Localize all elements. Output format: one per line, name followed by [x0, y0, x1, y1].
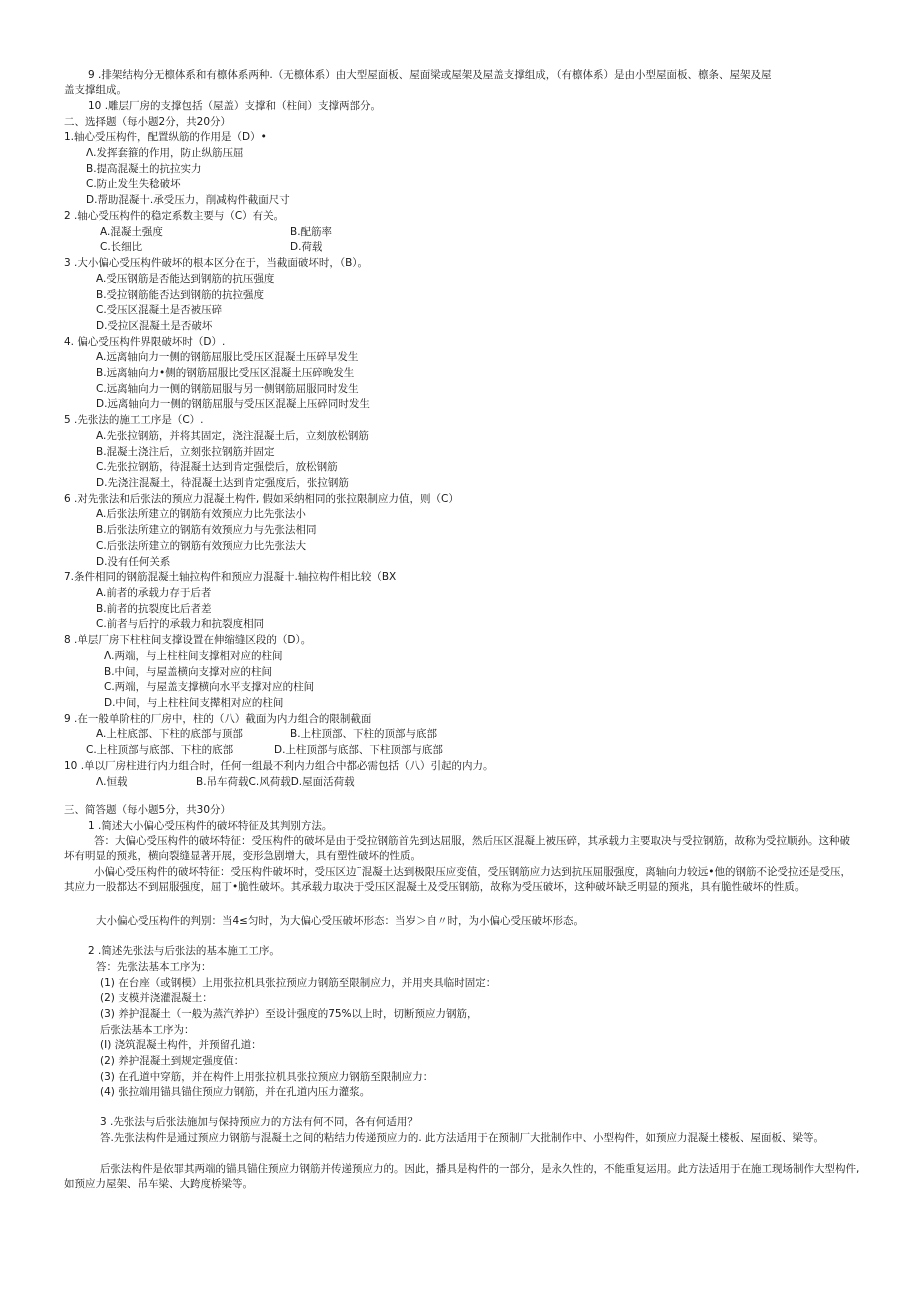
mc-q7-option-b: B.前者的抗裂度比后者差 [96, 603, 212, 615]
mc-q3-option-b: B.受拉钢筋能否达到钢筋的抗拉强度 [96, 289, 265, 301]
mc-q6: 6 .对先张法和后张法的预应力混凝土构件, 假如采纳相同的张拉限制应力值，则（C） [64, 493, 459, 505]
mc-q3: 3 .大小偏心受压构件破坏的根本区分在于，当截面破坏时，（B）。 [64, 257, 369, 269]
sa-q2-post-step2: (2) 养护混凝土到规定强度值： [100, 1055, 245, 1067]
mc-q4-option-b: B.远离轴向力•侧的钢筋屈服比受压区混凝土压碎晚发生 [96, 367, 355, 379]
mc-q9-option-a: A.上柱底部、下柱的底部与顶部 [96, 728, 243, 740]
mc-q4-option-d: D.远离轴向力一侧的钢筋屈服与受压区混凝上压碎同时发生 [96, 398, 370, 410]
mc-q6-option-c: C.后张法所建立的钢筋有效预应力比先张法大 [96, 540, 307, 552]
mc-q4-option-c: C.远离轴向力一侧的钢筋屈服与另一侧钢筋屈服同时发生 [96, 383, 359, 395]
fill-q9-line1: 9 .排架结构分无檩体系和有檩体系两种.（无檩体系）由大型屋面板、屋面梁或屋架及屋盖支撑组成，（有檩体系）是由小型屋面板、檩条、屋架及屋 [88, 69, 772, 81]
sa-q3-pretension: 答.先张法构件是通过预应力钢筋与混凝土之间的粘结力传递预应力的. 此方法适用于在预制厂大批制作中、小型构件，如预应力混凝土楼板、屋面板、梁等。 [100, 1132, 825, 1144]
mc-q10-options-bcd: B.吊车荷载C.风荷载D.屋面活荷载 [196, 776, 355, 788]
mc-q1-option-d: D.帮助混凝十.承受压力，削减构件截面尺寸 [86, 194, 290, 206]
mc-q10-option-a: Λ.恒载 [96, 776, 128, 788]
mc-q10: 10 .单以厂房柱进行内力组合时，任何一组最不利内力组合中都必需包括（八）引起的内力。 [64, 760, 494, 772]
mc-q9-option-c: C.上柱顶部与底部、下柱的底部 [86, 744, 234, 756]
sa-q1-title: 1 .简述大小偏心受压构件的破坏特征及其判别方法。 [88, 820, 333, 832]
mc-q5-option-a: A.先张拉钢筋，并将其固定，浇注混凝土后，立刻放松钢筋 [96, 430, 369, 442]
mc-q8-option-b: B.中间，与屋盖横向支撑对应的柱间 [104, 666, 273, 678]
sa-q3-posttension: 后张法构件是依罪其两端的锚具锚住预应力钢筋并传递预应力的。因此，播具是构件的一部分，是永久性的，不能重复运用。此方法适用于在施工现场制作大型构件, 如预应力屋架、吊车梁、大跨度桥梁等。 [64, 1163, 860, 1190]
mc-q1: 1.轴心受压构件，配置纵筋的作用是（D）• [64, 131, 267, 143]
section3-heading: 三、简答题（每小题5分，共30分） [64, 804, 232, 816]
fill-q9-line2: 盖支撑组成。 [64, 84, 127, 96]
sa-q2-post-step4: (4) 张拉端用锚具锚住预应力钢筋，并在孔道内压力灌浆。 [100, 1086, 371, 1098]
sa-q2-pre-step2: (2) 支模并浇灌混凝土： [100, 992, 213, 1004]
mc-q4: 4. 偏心受压构件界限破坏时（D）. [64, 336, 226, 348]
sa-q1-small-eccentric: 小偏心受压构件的破坏特征：受压构件破坏时，受压区边¨混凝土达到极限压应变值，受压钢筋应力达到抗压屈服强度，离轴向力较远•他的钢筋不论受拉还是受压，其应力一股都达不到屈服强度，屈丁•脆性破坏。其承载力取决于受压区混凝土及受压钢筋，故称为受压破坏，这种破坏缺乏明显的预兆，具有脆性破坏的性质。 [64, 866, 851, 893]
mc-q2-option-d: D.荷载 [290, 241, 323, 253]
mc-q3-option-c: C.受压区混凝土是否被压碎 [96, 304, 223, 316]
mc-q8-option-c: C.两端，与屋盖支撑横向水平支撑对应的柱间 [104, 681, 315, 693]
mc-q8: 8 .单层厂房下柱柱间支撑设置在伸缩缝区段的（D）。 [64, 634, 312, 646]
mc-q5-option-b: B.混凝土浇注后，立刻张拉钢筋并固定 [96, 446, 275, 458]
fill-q10: 10 .雕层厂房的支撑包括（屋盖）支撑和（柱间）支撑两部分。 [88, 100, 382, 112]
mc-q6-option-b: B.后张法所建立的钢筋有效预应力与先张法相同 [96, 524, 317, 536]
mc-q9-option-b: B.上柱顶部、下柱的顶部与底部 [290, 728, 438, 740]
mc-q1-option-a: Λ.发挥套箍的作用，防止纵筋压屈 [86, 147, 244, 159]
sa-q2-post-step3: (3) 在孔道中穿筋，并在构件上用张拉机具张拉预应力钢筋至限制应力： [100, 1071, 434, 1083]
sa-q2-title: 2 .简述先张法与后张法的基本施工工序。 [88, 945, 280, 957]
mc-q2: 2 .轴心受压构件的稳定系数主要与（C）有关。 [64, 210, 285, 222]
mc-q6-option-a: A.后张法所建立的钢筋有效预应力比先张法小 [96, 508, 306, 520]
sa-q1-criterion: 大小偏心受压构件的判别：当4≤匀时，为大偏心受压破坏形态：当岁＞自〃时，为小偏心受压破坏形态。 [96, 915, 584, 927]
sa-q1-large-eccentric: 答：大偏心受压构件的破坏特征：受压构件的破坏是由于受拉钢筋首先到达屈服，然后压区混凝上被压碎，其承载力主要取决与受拉钢筋，故称为受拉顺孙。这种破坏有明显的预兆，横向裂缝显著开展，变形急剧增大，具有塑性破坏的性质。 [64, 835, 850, 862]
mc-q2-option-a: A.混凝土强度 [100, 226, 163, 238]
mc-q8-option-d: D.中间，与上柱柱间支撵相对应的柱间 [104, 697, 284, 709]
sa-q2-post-step1: (I) 浇筑混凝土构件，并预留孔道： [100, 1039, 262, 1051]
mc-q6-option-d: D.没有任何关系 [96, 556, 171, 568]
mc-q9: 9 .在一般单阶柱的厂房中，柱的（八）截面为内力组合的限制截面 [64, 713, 372, 725]
mc-q9-option-d: D.上柱顶部与底部、下柱顶部与底部 [274, 744, 443, 756]
mc-q2-option-b: B.配筋率 [290, 226, 333, 238]
mc-q5-option-d: D.先浇注混凝土，待混凝土达到肯定强度后，张拉钢筋 [96, 477, 349, 489]
sa-q3-title: 3 .先张法与后张法施加与保持预应力的方法有何不同，各有何适用？ [100, 1116, 418, 1128]
mc-q7-option-a: A.前者的承载力存于后者 [96, 587, 212, 599]
mc-q2-option-c: C.长细比 [100, 241, 143, 253]
sa-q2-pre-step3: (3) 养护混凝土（一般为蒸汽养护）至设计强度的75%以上时，切断预应力钢筋， [100, 1008, 478, 1020]
sa-q2-answer-intro: 答：先张法基本工序为： [96, 961, 212, 973]
section2-heading: 二、选择题（每小题2分，共20分） [64, 116, 232, 128]
mc-q3-option-a: A.受压钢筋是否能达到钢筋的抗压强度 [96, 273, 275, 285]
mc-q1-option-c: C.防止发生失稔破坏 [86, 178, 181, 190]
sa-q2-post-intro: 后张法基本工序为： [100, 1024, 195, 1036]
sa-q2-pre-step1: (1) 在台座（或钢模）上用张拉机具张拉预应力钢筋至限制应力，并用夹具临时固定： [100, 977, 497, 989]
mc-q8-option-a: Λ.两端，与上柱柱间支撑相对应的柱间 [104, 650, 283, 662]
mc-q1-option-b: B.提高混凝土的抗拉实力 [86, 163, 202, 175]
mc-q7-option-c: C.前者与后拧的承载力和抗裂度相同 [96, 618, 265, 630]
mc-q3-option-d: D.受拉区混凝土是否破坏 [96, 320, 213, 332]
mc-q4-option-a: A.远离轴向力一侧的钢筋屈服比受压区混凝土压碎早发生 [96, 351, 359, 363]
mc-q7: 7.条件相同的钢筋混凝土轴拉构件和预应力混凝十.轴拉构件相比较（BX [64, 571, 397, 583]
mc-q5-option-c: C.先张拉钢筋，待混凝土达到肯定强偿后，放松钢筋 [96, 461, 338, 473]
mc-q5: 5 .先张法的施工工序是（C）. [64, 414, 204, 426]
